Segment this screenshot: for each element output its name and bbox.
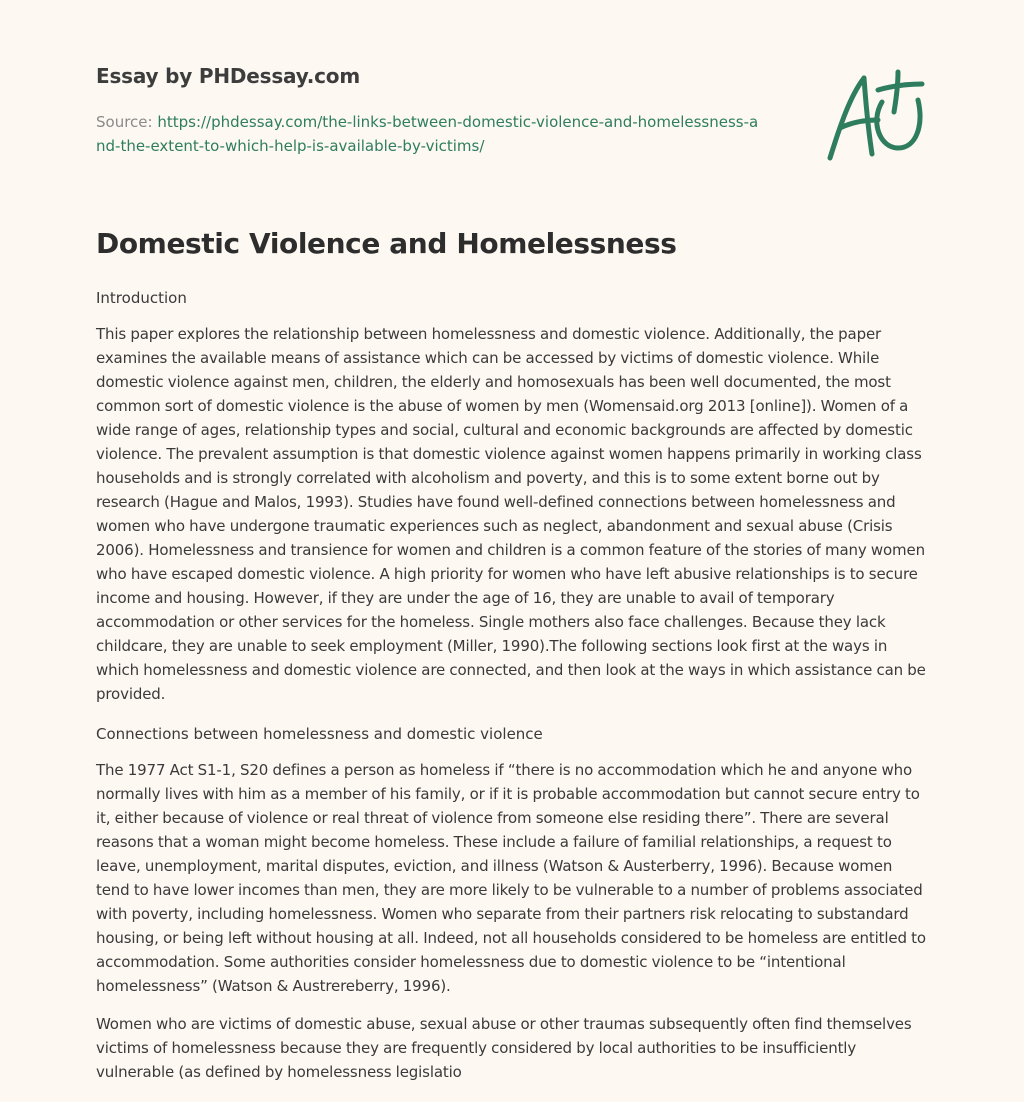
a-plus-grade-logo-icon [820,66,930,166]
source-link[interactable]: https://phdessay.com/the-links-between-domestic-violence-and-homelessness-and-the-extent-to-which-help-is-available-by-victims/ [96,113,759,155]
paragraph-introduction: This paper explores the relationship between homelessness and domestic violence. Additionally, the paper examines the available means of assistance which can be accessed by victims of domestic violence. While domestic violence against men, children, the elderly and homosexuals has been well documented, the most common sort of domestic violence is the abuse of women by men (Womensaid.org 2013 [online]). Women of a wide range of ages, relationship types and social, cultural and economic backgrounds are affected by domestic violence. The prevalent assumption is that domestic violence against women happens primarily in working class households and is strongly correlated with alcoholism and poverty, and this is to some extent borne out by research (Hague and Malos, 1993). Studies have found well-defined connections between homelessness and women who have undergone traumatic experiences such as neglect, abandonment and sexual abuse (Crisis 2006). Homelessness and transience for women and children is a common feature of the stories of many women who have escaped domestic violence. A high priority for women who have left abusive relationships is to secure income and housing. However, if they are under the age of 16, they are unable to avail of temporary accommodation or other services for the homeless. Single mothers also face challenges. Because they lack childcare, they are unable to seek employment (Miller, 1990).The following sections look first at the ways in which homelessness and domestic violence are connected, and then look at the ways in which assistance can be provided. [96,325,926,703]
site-title: Essay by PHDessay.com [96,64,360,88]
source-label: Source: [96,113,158,131]
a-right-stroke [864,78,872,154]
source-line [96,110,766,158]
section-heading-introduction: Introduction [96,289,187,307]
a-left-stroke [830,78,864,158]
paragraph-connections-2: Women who are victims of domestic abuse, sexual abuse or other traumas subsequently often find themselves victims of homelessness because they are frequently considered by local authorities to be insufficiently vulnerable (as defined by homelessness legislatio [96,1015,912,1081]
article-title: Domestic Violence and Homelessness [96,227,677,260]
site-header [96,60,776,158]
plus-horizontal [878,84,922,90]
article [96,222,928,1084]
plus-vertical [894,72,898,112]
a-crossbar [840,120,878,128]
paragraph-connections-1: The 1977 Act S1-1, S20 defines a person as homeless if “there is no accommodation which he and anyone who normally lives with him as a member of his family, or if it is probable accommodation but cannot secure entry to it, either because of violence or real threat of violence from someone else residing there”. There are several reasons that a woman might become homeless. These include a failure of familial relationships, a request to leave, unemployment, marital disputes, eviction, and illness (Watson & Austerberry, 1996). Because women tend to have lower incomes than men, they are more likely to be vulnerable to a number of problems associated with poverty, including homelessness. Women who separate from their partners risk relocating to substandard housing, or being left without housing at all. Indeed, not all households considered to be homeless are entitled to accommodation. Some authorities consider homelessness due to domestic violence to be “intentional homelessness” (Watson & Austrereberry, 1996). [96,761,926,995]
circle-swoosh [877,100,920,148]
section-heading-connections: Connections between homelessness and domestic violence [96,725,543,743]
a-plus-grade-logo-svg [820,66,930,166]
